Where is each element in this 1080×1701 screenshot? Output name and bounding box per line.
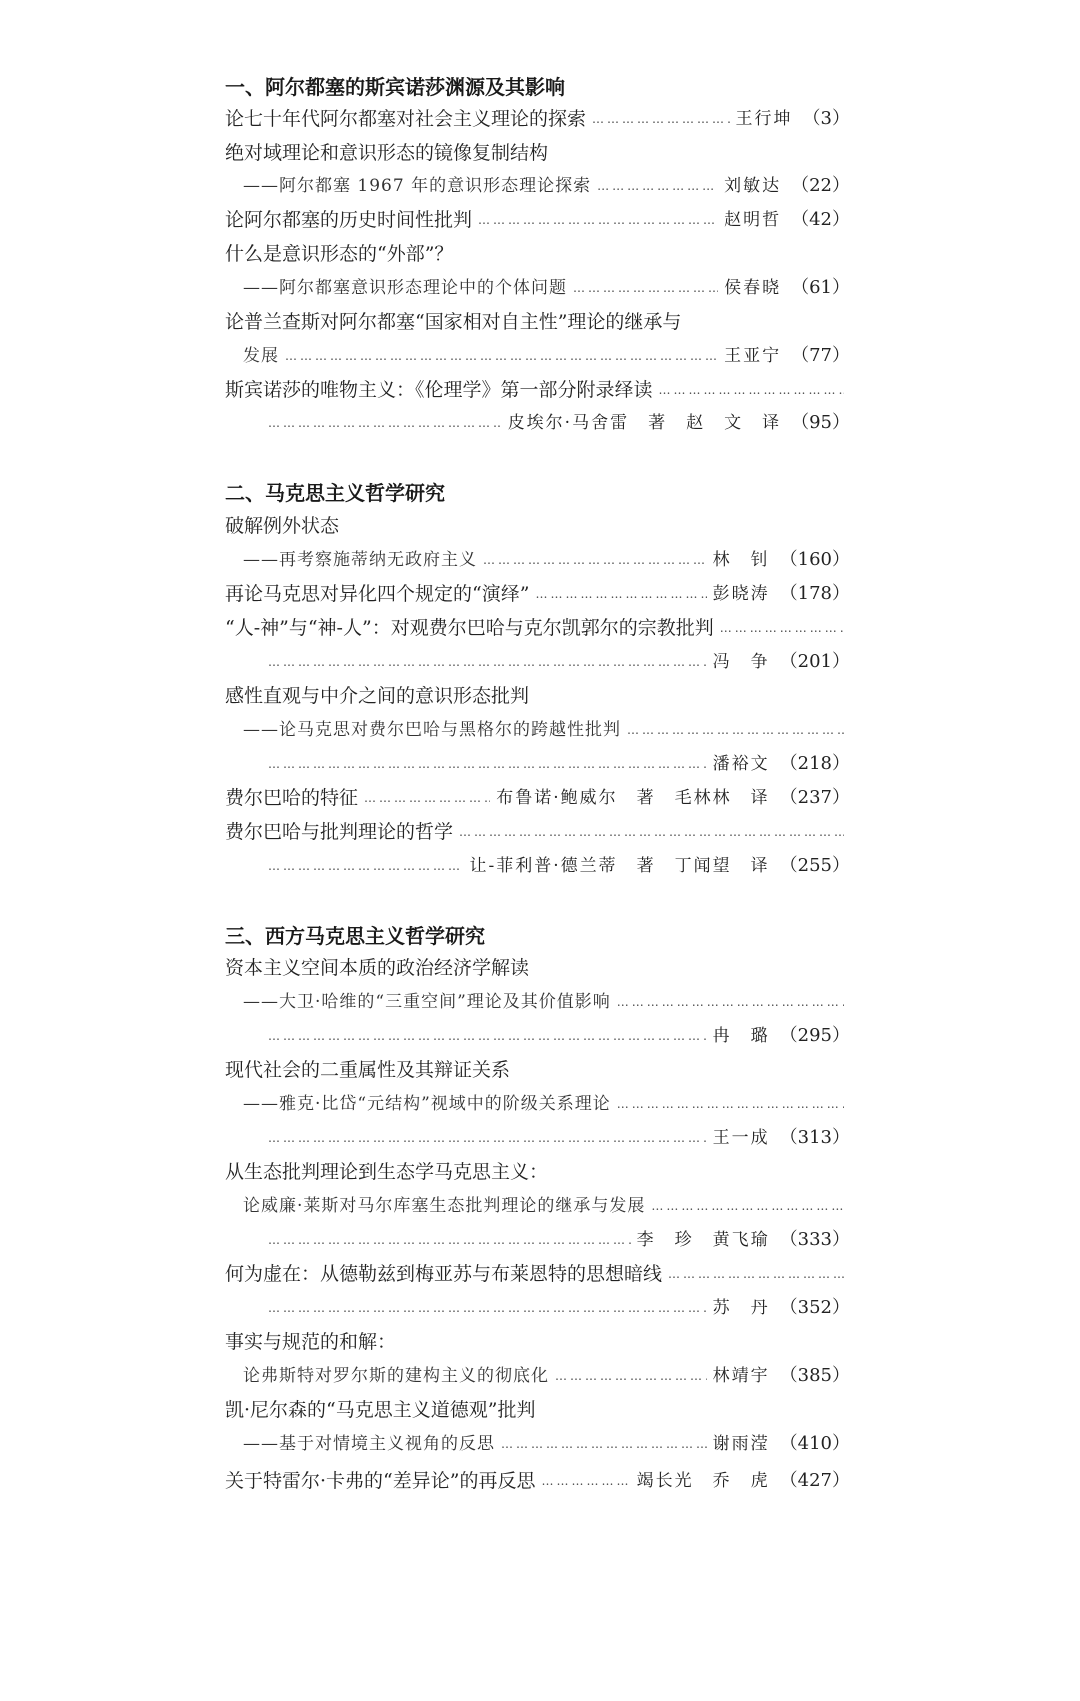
toc-entry	[225, 1327, 850, 1357]
entry-page: （61）	[791, 277, 850, 298]
toc-entry	[225, 205, 850, 235]
entry-author: 林 钊	[712, 550, 770, 570]
leader-dots	[268, 647, 707, 677]
entry-title: 什么是意识形态的“外部”？	[225, 243, 454, 265]
entry-author: 侯春晓	[724, 278, 782, 298]
entry-author: 皮埃尔·马舍雷 著 赵 文 译	[507, 413, 782, 433]
leader-dots	[535, 579, 706, 609]
entry-title: 再论马克思对异化四个规定的“演绎”	[225, 583, 530, 605]
toc-entry-subtitle	[243, 545, 850, 575]
toc-entry	[225, 817, 850, 847]
section-title: 一、阿尔都塞的斯宾诺莎渊源及其影响	[225, 75, 565, 99]
entry-subtitle: ——雅克·比岱“元结构”视域中的阶级关系理论	[243, 1094, 611, 1114]
entry-author: 王亚宁	[724, 346, 782, 366]
leader-dots	[659, 375, 844, 405]
entry-title: 关于特雷尔·卡弗的“差异论”的再反思	[225, 1470, 536, 1492]
leader-dots	[617, 1089, 844, 1119]
entry-title: 斯宾诺莎的唯物主义：《伦理学》第一部分附录绎读	[225, 379, 653, 401]
entry-page: （178）	[779, 583, 850, 604]
entry-title: 费尔巴哈与批判理论的哲学	[225, 821, 454, 843]
entry-author: 布鲁诺·鲍威尔 著 毛林林 译	[496, 788, 770, 808]
entry-page: （313）	[779, 1127, 850, 1148]
entry-author: 林靖宇	[712, 1366, 770, 1386]
entry-author: 冯 争	[712, 652, 770, 672]
leader-dots	[268, 1293, 707, 1323]
toc-entry	[225, 1157, 850, 1187]
leader-dots	[651, 1191, 844, 1221]
leader-dots	[268, 1225, 631, 1255]
entry-title: 破解例外状态	[225, 515, 340, 537]
toc-entry-subtitle	[243, 1191, 850, 1221]
leader-dots	[268, 408, 502, 438]
entry-title: 事实与规范的和解：	[225, 1331, 397, 1353]
leader-dots	[364, 783, 490, 813]
toc-entry	[225, 511, 850, 541]
entry-page: （201）	[779, 651, 850, 672]
entry-title: 论七十年代阿尔都塞对社会主义理论的探索	[225, 108, 587, 130]
entry-subtitle: 论威廉·莱斯对马尔库塞生态批判理论的继承与发展	[243, 1196, 646, 1216]
entry-subtitle: 论弗斯特对罗尔斯的建构主义的彻底化	[243, 1366, 549, 1386]
leader-dots	[268, 1123, 707, 1153]
entry-author: 潘裕文	[712, 754, 770, 774]
toc-entry	[225, 307, 850, 337]
leader-dots	[459, 817, 844, 847]
entry-page: （385）	[779, 1365, 850, 1386]
entry-page: （255）	[779, 855, 850, 876]
entry-subtitle: ——基于对情境主义视角的反思	[243, 1434, 495, 1454]
entry-title: 资本主义空间本质的政治经济学解读	[225, 957, 530, 979]
entry-page: （237）	[779, 787, 850, 808]
entry-page: （295）	[779, 1025, 850, 1046]
toc-entry	[225, 239, 850, 269]
entry-title: 现代社会的二重属性及其辩证关系	[225, 1059, 511, 1081]
toc-entry	[225, 579, 850, 609]
entry-subtitle: ——大卫·哈维的“三重空间”理论及其价值影响	[243, 992, 611, 1012]
leader-dots	[597, 171, 718, 201]
entry-subtitle: ——再考察施蒂纳无政府主义	[243, 550, 477, 570]
entry-title: 论普兰查斯对阿尔都塞“国家相对自主性”理论的继承与	[225, 311, 682, 333]
toc-entry	[225, 104, 850, 134]
toc-entry-subtitle	[243, 1089, 850, 1119]
entry-page: （42）	[791, 209, 850, 230]
entry-page: （77）	[791, 345, 850, 366]
entry-author: 彭晓涛	[712, 584, 770, 604]
entry-author: 王一成	[712, 1128, 770, 1148]
toc-entry-subtitle	[243, 171, 850, 201]
entry-page: （333）	[779, 1229, 850, 1250]
leader-dots	[478, 205, 718, 235]
leader-dots	[668, 1259, 844, 1289]
entry-page: （218）	[779, 753, 850, 774]
entry-title: 感性直观与中介之间的意识形态批判	[225, 685, 530, 707]
entry-author: 冉 璐	[712, 1026, 770, 1046]
toc-entry-attribution	[262, 408, 850, 438]
toc-entry-attribution	[262, 851, 850, 881]
entry-page: （95）	[791, 412, 850, 433]
entry-page: （22）	[791, 175, 850, 196]
toc-entry-attribution	[262, 1123, 850, 1153]
toc-entry	[225, 681, 850, 711]
toc-entry-subtitle	[243, 715, 850, 745]
entry-author: 竭长光 乔 虎	[636, 1471, 770, 1491]
entry-author: 李 珍 黄飞瑜	[636, 1230, 770, 1250]
section-title: 三、西方马克思主义哲学研究	[225, 924, 485, 948]
toc-entry-subtitle	[243, 1429, 850, 1459]
toc-entry-subtitle	[243, 1361, 850, 1391]
section-title: 二、马克思主义哲学研究	[225, 481, 445, 505]
entry-page: （3）	[802, 108, 850, 129]
entry-title: 费尔巴哈的特征	[225, 787, 359, 809]
entry-title: 凯·尼尔森的“马克思主义道德观”批判	[225, 1399, 536, 1421]
toc-entry	[225, 953, 850, 983]
leader-dots	[501, 1429, 707, 1459]
entry-subtitle: ——阿尔都塞意识形态理论中的个体问题	[243, 278, 567, 298]
entry-title: 绝对域理论和意识形态的镜像复制结构	[225, 142, 549, 164]
entry-author: 谢雨滢	[712, 1434, 770, 1454]
toc-entry-subtitle	[243, 987, 850, 1017]
toc-entry-continuation	[243, 341, 850, 371]
entry-title: 从生态批判理论到生态学马克思主义：	[225, 1161, 549, 1183]
leader-dots	[268, 851, 463, 881]
entry-continuation: 发展	[243, 346, 279, 366]
entry-title: 论阿尔都塞的历史时间性批判	[225, 209, 473, 231]
leader-dots	[285, 341, 718, 371]
leader-dots	[573, 273, 718, 303]
toc-entry-attribution	[262, 1021, 850, 1051]
leader-dots	[268, 749, 707, 779]
leader-dots	[627, 715, 844, 745]
leader-dots	[720, 613, 844, 643]
leader-dots	[541, 1466, 630, 1496]
entry-author: 赵明哲	[724, 210, 782, 230]
toc-entry	[225, 613, 850, 643]
entry-author: 刘敏达	[724, 176, 782, 196]
toc-entry-attribution	[262, 647, 850, 677]
toc-entry	[225, 1395, 850, 1425]
toc-entry	[225, 138, 850, 168]
leader-dots	[592, 104, 730, 134]
toc-entry-subtitle	[243, 273, 850, 303]
entry-title: “人-神”与“神-人”：对观费尔巴哈与克尔凯郭尔的宗教批判	[225, 617, 714, 639]
entry-page: （427）	[779, 1470, 850, 1491]
entry-author: 王行坤	[735, 109, 793, 129]
leader-dots	[617, 987, 844, 1017]
entry-subtitle: ——阿尔都塞 1967 年的意识形态理论探索	[243, 176, 592, 196]
leader-dots	[555, 1361, 707, 1391]
toc-entry-attribution	[262, 749, 850, 779]
leader-dots	[268, 1021, 707, 1051]
leader-dots	[483, 545, 707, 575]
entry-title: 何为虚在：从德勒兹到梅亚苏与布莱恩特的思想暗线	[225, 1263, 663, 1285]
toc-entry	[225, 1055, 850, 1085]
entry-page: （352）	[779, 1297, 850, 1318]
toc-entry	[225, 1259, 850, 1289]
entry-page: （410）	[779, 1433, 850, 1454]
entry-page: （160）	[779, 549, 850, 570]
entry-author: 让-菲利普·德兰蒂 著 丁闻望 译	[469, 856, 770, 876]
toc-entry-attribution	[262, 1225, 850, 1255]
toc-entry	[225, 375, 850, 405]
toc-entry-attribution	[262, 1293, 850, 1323]
entry-author: 苏 丹	[712, 1298, 770, 1318]
toc-entry	[225, 783, 850, 813]
entry-subtitle: ——论马克思对费尔巴哈与黑格尔的跨越性批判	[243, 720, 621, 740]
toc-entry	[225, 1466, 850, 1496]
